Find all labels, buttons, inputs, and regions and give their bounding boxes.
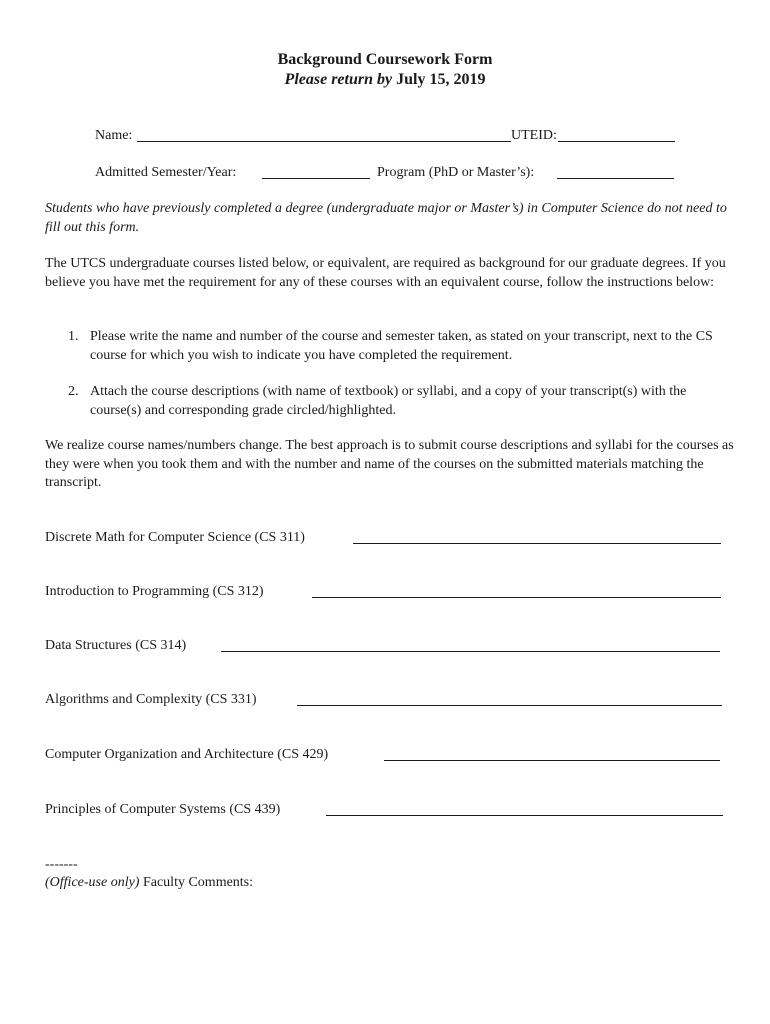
form-title: Background Coursework Form [277, 51, 493, 68]
return-date: July 15, 2019 [392, 71, 486, 88]
office-use-label: (Office-use only) [45, 875, 140, 890]
course-field-cs311[interactable] [353, 543, 721, 544]
requirement-paragraph: The UTCS undergraduate courses listed below, or equivalent, are required as background for our graduate degrees. If you believe you have met the requirement for any of these courses with an equivalent course, follow the instructions below: [45, 256, 726, 290]
semester-label: Admitted Semester/Year: [95, 165, 237, 180]
name-field[interactable] [137, 141, 511, 142]
course-field-cs429[interactable] [384, 760, 720, 761]
course-label-cs314: Data Structures (CS 314) [45, 638, 187, 653]
exemption-note: Students who have previously completed a degree (undergraduate major or Master’s) in Computer Science do not need to fill out this form. [45, 201, 727, 235]
instruction-text: Please write the name and number of the course and semester taken, as stated on your transcript, next to the CS course for which you wish to indicate you have completed the requirement. [90, 329, 713, 363]
comments-label: Faculty Comments: [139, 875, 254, 890]
program-field[interactable] [557, 178, 674, 179]
course-label-cs331: Algorithms and Complexity (CS 331) [45, 692, 257, 707]
course-label-cs429: Computer Organization and Architecture (CS 429) [45, 747, 329, 762]
course-field-cs439[interactable] [326, 815, 723, 816]
uteid-field[interactable] [558, 141, 675, 142]
program-label: Program (PhD or Master’s): [377, 165, 535, 180]
name-label: Name: [95, 128, 133, 143]
return-by-label: Please return by [284, 71, 393, 88]
course-field-cs331[interactable] [297, 705, 722, 706]
footer-separator: ------- [45, 857, 78, 872]
faculty-comments [45, 874, 253, 892]
course-label-cs439: Principles of Computer Systems (CS 439) [45, 802, 281, 817]
course-label-cs312: Introduction to Programming (CS 312) [45, 584, 264, 599]
course-field-cs312[interactable] [312, 597, 721, 598]
instruction-number: 1. [68, 329, 79, 344]
instruction-text: Attach the course descriptions (with name of textbook) or syllabi, and a copy of your transcript(s) with the course(s) and corresponding grade circled/highlighted. [90, 384, 687, 418]
semester-field[interactable] [262, 178, 370, 179]
return-deadline [0, 70, 770, 90]
course-label-cs311: Discrete Math for Computer Science (CS 311) [45, 530, 305, 545]
course-field-cs314[interactable] [221, 651, 720, 652]
instruction-number: 2. [68, 384, 79, 399]
closing-paragraph: We realize course names/numbers change. The best approach is to submit course descriptions and syllabi for the courses as they were when you took them and with the number and name of the courses on the submitted materials matching the transcript. [45, 438, 734, 490]
uteid-label: UTEID: [511, 128, 557, 143]
